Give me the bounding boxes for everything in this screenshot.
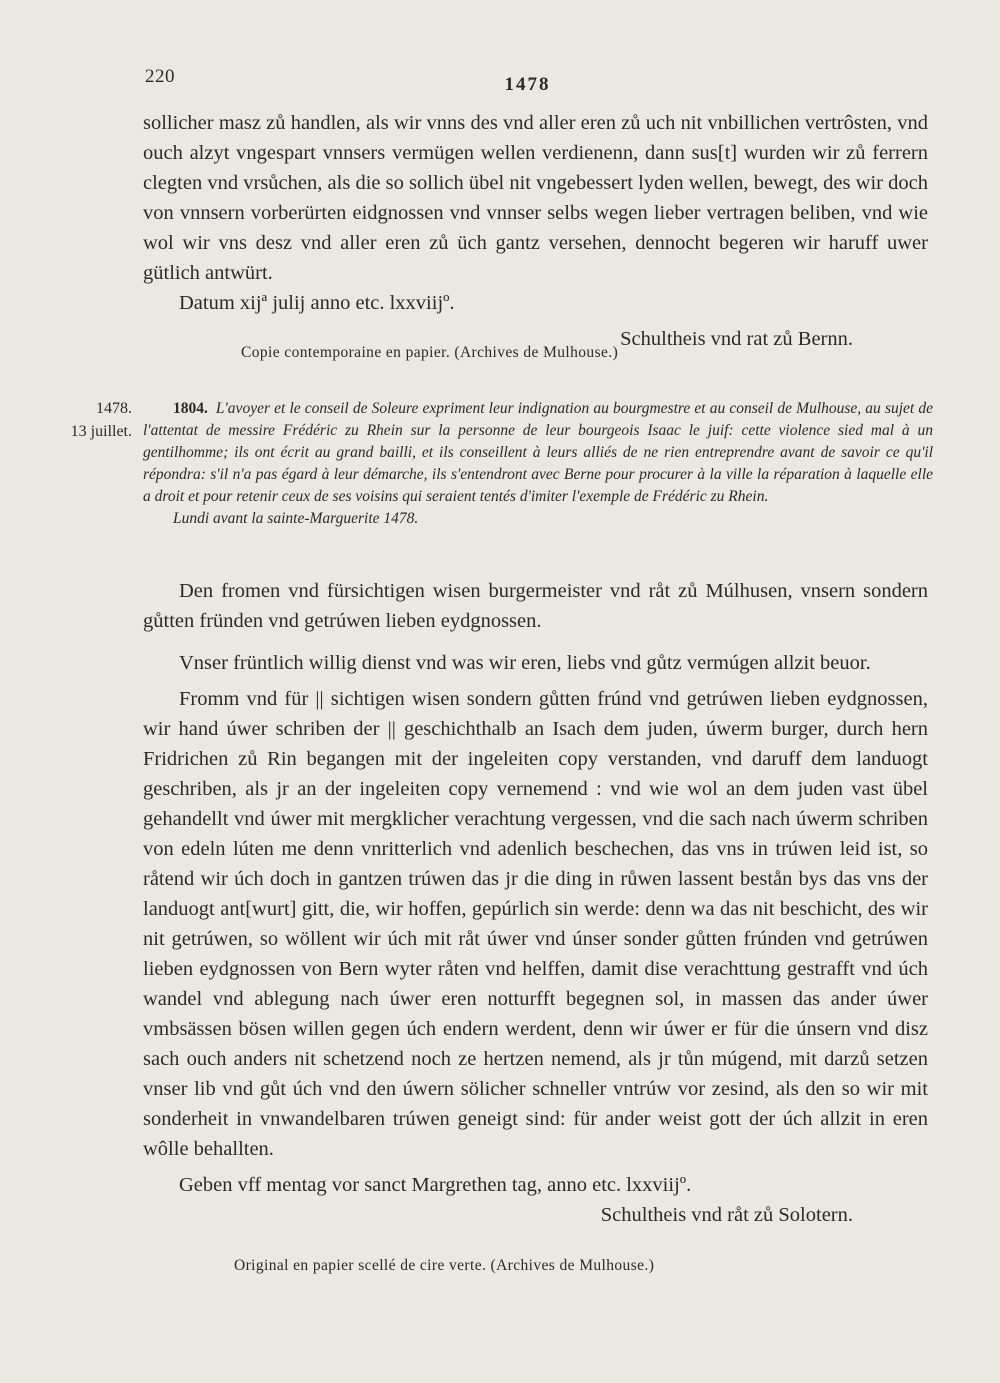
margin-date: 13 juillet. bbox=[70, 423, 132, 440]
running-header-year: 1478 bbox=[504, 74, 551, 95]
letter-continuation bbox=[143, 108, 928, 354]
page-number: 220 bbox=[145, 66, 175, 87]
entry-abstract-text: L'avoyer et le conseil de Soleure expriment leur indignation au bourgmestre et au conseil de Mulhouse, au sujet de l'attentat de messire Frédéric zu Rhein sur la personne de leur bourgeois Isaac le juif: cette violence sied mal à un gentilhomme; ils ont écrit au grand bailli, et ils conseillent à leurs alliés de ne rien entreprendre avant de savoir ce qu'il répondra: s'il n'a pas égard à leur démarche, ils s'entendront avec Berne pour procurer à la ville la réparation à laquelle elle a droit et pour retenir ceux de ses voisins qui seraient tentés d'imiter l'exemple de Frédéric zu Rhein. bbox=[143, 400, 933, 505]
letter-continuation-text: sollicher masz zů handlen, als wir vnns des vnd aller eren zů uch nit vnbillichen vertrôsten, vnd ouch alzyt vngespart vnnsers vermügen wellen verdienenn, dann sus[t] wurden wir zů ferrern clegten vnd vrsůchen, als die so sollich übel nit vngebessert lyden wellen, bewegt, des wir doch von vnnsern vorberürten eidgnossen vnd vnnser selbs wegen lieber vertragen beliben, vnd wie wol wir vns desz vnd aller eren zů üch gantz versehen, dennocht begeren wir haruff uwer gütlich antwürt. bbox=[143, 112, 928, 284]
entry-abstract bbox=[143, 398, 933, 530]
entry-number: 1804. bbox=[173, 400, 208, 417]
letter-signature: Schultheis vnd rat zů Bernn. bbox=[620, 328, 853, 350]
source-note: Copie contemporaine en papier. (Archives de Mulhouse.) bbox=[241, 344, 619, 361]
letter-greeting: Vnser früntlich willig dienst vnd was wir eren, liebs vnd gůtz vermúgen allzit beuor. bbox=[179, 652, 871, 674]
margin-year: 1478. bbox=[96, 400, 132, 417]
letter-date: Geben vff mentag vor sanct Margrethen tag, anno etc. lxxviijº. bbox=[179, 1174, 692, 1196]
letter-body bbox=[143, 576, 928, 1230]
letter-main-text: Fromm vnd für || sichtigen wisen sondern gůtten frúnd vnd getrúwen lieben eydgnossen, wir hand úwer schriben der || geschichthalb an Isach dem juden, úwerm burger, durch hern Fridrichen zů Rin begangen mit der ingeleiten copy verstanden, vnd daruff dem landuogt geschriben, als jr an der ingeleiten copy vernemend : vnd wie wol an dem juden vast übel gehandellt vnd úwer mit mergklicher verachtung vergessen, vnd die sach nach úwerm schriben von edeln lúten me denn vnritterlich vnd adenlich beschechen, das vns in trúwen leid ist, so råtend wir úch doch in gantzen trúwen das jr die ding in růwen lassent bestån bys das vns der landuogt ant[wurt] gitt, die, wir hoffen, gepúrlich sin werde: denn wa das nit beschicht, des wir nit getrúwen, so wöllent wir úch mit råt úwer vnd únser sonder gůtten frúnden vnd getrúwen lieben eydgnossen von Bern wyter råten vnd helffen, damit dise verachttung gestrafft vnd úch wandel vnd ablegung nach úwer eren notturfft begegnen sol, in massen das ander úwer vmbsässen bösen willen gegen úch endern werdent, denn wir úwer er für die únsern vnd disz sach ouch anders nit schetzend noch ze hertzen nemend, als jr tůn múgend, mit darzů setzen vnser lib vnd gůt úch vnd den úwern sölicher schneller vntrúw vor zesind, als den so wir mit sonderheit in vnwandelbaren trúwen geneigt sind: für ander weist gott der úch allzit in eren wôlle behallten. bbox=[143, 688, 928, 1160]
letter-signature: Schultheis vnd råt zů Solotern. bbox=[600, 1204, 853, 1226]
entry-abstract-date: Lundi avant la sainte-Marguerite 1478. bbox=[173, 510, 419, 527]
source-note: Original en papier scellé de cire verte. (Archives de Mulhouse.) bbox=[234, 1257, 655, 1274]
letter-address: Den fromen vnd fürsichtigen wisen burgermeister vnd råt zů Múlhusen, vnsern sondern gůtten fründen vnd getrúwen lieben eydgnossen. bbox=[143, 580, 928, 632]
letter-date: Datum xijª julij anno etc. lxxviijº. bbox=[179, 292, 455, 314]
